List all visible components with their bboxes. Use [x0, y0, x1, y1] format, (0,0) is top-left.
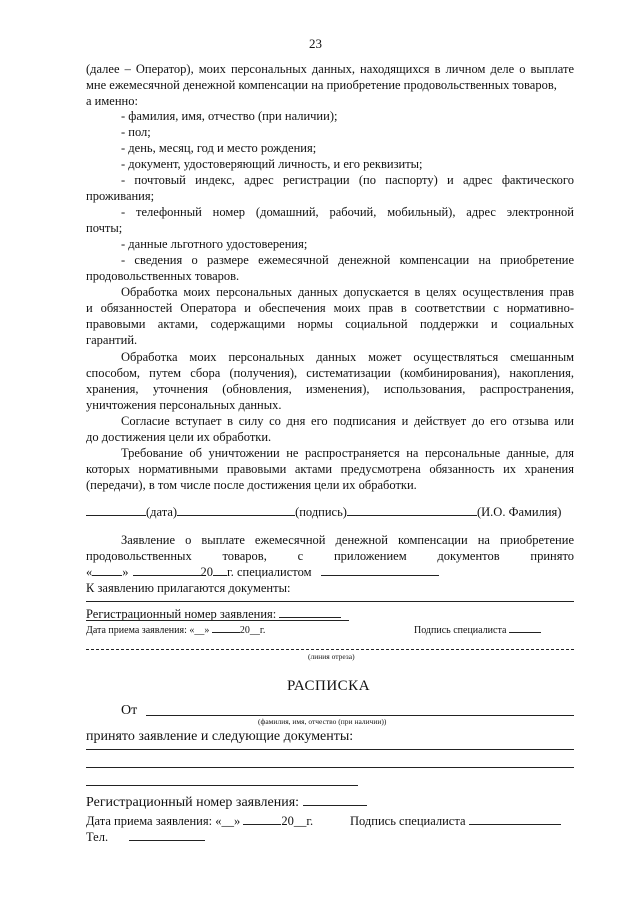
list-item: - пол; [121, 125, 151, 139]
receipt-sign-blank[interactable] [469, 813, 561, 825]
specialist-blank[interactable] [321, 564, 439, 576]
list-item: - сведения о размере ежемесячной денежной компенсации на приобретение [121, 253, 574, 267]
month-blank[interactable] [133, 564, 201, 576]
paragraph-line: уничтожения персональных данных. [86, 398, 282, 412]
application-line: Заявление о выплате ежемесячной денежной компенсации на приобретение [121, 533, 574, 547]
paragraph-line: и обязанностей Оператора и обеспечения моих прав в соответствии с нормативно- [86, 301, 574, 315]
paragraph-line: (далее – Оператор), моих персональных данных, находящихся в личном деле о выплате [86, 62, 574, 76]
list-item: - фамилия, имя, отчество (при наличии); [121, 109, 338, 123]
paragraph-line: Обработка моих персональных данных допускается в целях осуществления прав [121, 285, 574, 299]
date-blank[interactable] [86, 504, 146, 516]
reg-number-underline [86, 620, 349, 621]
receipt-from-line[interactable] [146, 715, 574, 716]
year-blank[interactable] [213, 564, 227, 576]
paragraph-line: хранения, уточнения (обновления, изменения), использования, распространения, [86, 382, 574, 396]
cut-line-label: (линия отреза) [308, 652, 355, 661]
attached-documents-line[interactable] [86, 601, 574, 602]
paragraph-line: гарантий. [86, 333, 138, 347]
attached-documents-label: К заявлению прилагаются документы: [86, 581, 291, 595]
accept-month-blank[interactable] [212, 623, 240, 633]
application-line: продовольственных товаров, с приложением документов принято [86, 549, 574, 563]
receipt-docs-line-1[interactable] [86, 749, 574, 750]
receipt-reg-blank[interactable] [303, 794, 367, 806]
name-label: (И.О. Фамилия) [476, 505, 562, 519]
signature-blank[interactable] [177, 504, 295, 516]
paragraph-line: Обработка моих персональных данных может осуществляться смешанным [121, 350, 574, 364]
receipt-docs-line-3[interactable] [86, 785, 358, 786]
signature-row [86, 504, 561, 520]
reg-number-row: Регистрационный номер заявления: [86, 606, 341, 622]
paragraph-line: (передачи), в том числе после достижения цели их обработки. [86, 478, 417, 492]
paragraph-line: а именно: [86, 94, 138, 108]
list-item: проживания; [86, 189, 155, 203]
receipt-sign-row: Подпись специалиста [350, 813, 561, 829]
cut-dashed-line [86, 649, 574, 650]
specialist-sign-blank[interactable] [509, 623, 541, 633]
page-number: 23 [309, 36, 322, 51]
name-blank[interactable] [347, 504, 477, 516]
paragraph-line: Согласие вступает в силу со дня его подписания и действует до его отзыва или [121, 414, 574, 428]
list-item: - почтовый индекс, адрес регистрации (по паспорту) и адрес фактического [121, 173, 574, 187]
date-label: (дата) [146, 505, 178, 519]
receipt-date-row: Дата приема заявления: «__» 20__г. [86, 814, 314, 828]
paragraph-line: способом, путем сбора (получения), систематизации (комбинирования), накопления, [86, 366, 574, 380]
receipt-docs-line-2[interactable] [86, 767, 574, 768]
receipt-fio-hint: (фамилия, имя, отчество (при наличии)) [258, 717, 387, 726]
receipt-month-blank[interactable] [243, 813, 281, 825]
paragraph-line: правовыми актами, содержащими нормы социальной поддержки и социальных [86, 317, 574, 331]
receipt-reg-row: Регистрационный номер заявления: [86, 794, 367, 811]
list-item: почты; [86, 221, 123, 235]
paragraph-line: мне ежемесячной денежной компенсации на приобретение продовольственных товаров, [86, 78, 557, 92]
receipt-tel-row: Тел. [86, 829, 205, 845]
list-item: - данные льготного удостоверения; [121, 237, 308, 251]
paragraph-line: до достижения цели их обработки. [86, 430, 272, 444]
specialist-sign-row: Подпись специалиста [414, 623, 541, 637]
list-item: - телефонный номер (домашний, рабочий, мобильный), адрес электронной [121, 205, 574, 219]
paragraph-line: Требование об уничтожении не распространяется на персональные данные, для [121, 446, 574, 460]
accept-date-row: Дата приема заявления: «__» 20__г. [86, 625, 266, 636]
list-item: - документ, удостоверяющий личность, и его реквизиты; [121, 157, 423, 171]
list-item: - день, месяц, год и место рождения; [121, 141, 317, 155]
signature-label: (подпись) [295, 505, 347, 519]
receipt-title: РАСПИСКА [287, 678, 371, 694]
receipt-accepted-text: принято заявление и следующие документы: [86, 729, 354, 744]
paragraph-line: которых нормативными правовыми актами предусмотрена обязанность их хранения [86, 462, 574, 476]
day-blank[interactable] [92, 564, 122, 576]
list-item: продовольственных товаров. [86, 269, 240, 283]
reg-number-blank[interactable] [279, 606, 341, 618]
receipt-from-label: От [121, 703, 138, 718]
application-date-line: « » 20 г. специалистом [86, 564, 439, 580]
receipt-tel-blank[interactable] [129, 829, 205, 841]
